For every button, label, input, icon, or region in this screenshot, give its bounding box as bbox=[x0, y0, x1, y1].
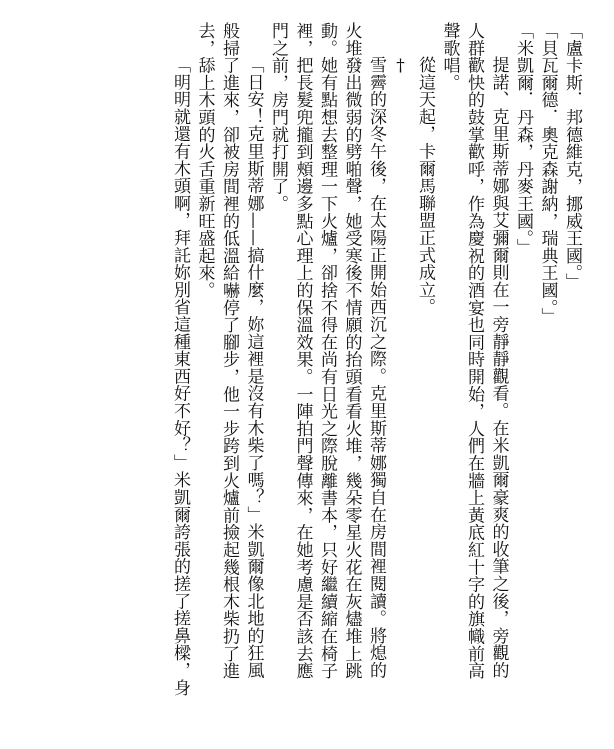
paragraph-line: 動。她有點想去整理一下火爐，卻捨不得在尚有日光之際脫離書本，只好繼續縮在椅子 bbox=[317, 22, 337, 680]
paragraph-line: 提諾、克里斯蒂娜與艾彌爾則在一旁靜靜觀看。在米凱爾豪爽的收筆之後，旁觀的 bbox=[488, 56, 509, 679]
paragraph-line: 火堆發出微弱的劈啪聲，她受寒後不情願的抬頭看看火堆，幾朵零星火花在灰燼堆上跳 bbox=[341, 22, 362, 680]
paragraph-line: 聲歌唱。 bbox=[439, 22, 460, 92]
section-dagger: † bbox=[390, 56, 411, 77]
paragraph-line: 般掃了進來，卻被房間裡的低溫給嚇停了腳步，他一步跨到火爐前撿起幾根木柴扔了進 bbox=[219, 22, 239, 680]
section-break-mark bbox=[388, 22, 413, 734]
declaration-denmark: 「米凱爾．丹森，丹麥王國。」 bbox=[513, 22, 533, 256]
paragraph-line: 去，舔上木頭的火舌重新旺盛起來。 bbox=[194, 22, 215, 299]
paragraph-line: 雪霽的深冬午後，在太陽正開始西沉之際。克里斯蒂娜獨自在房間裡閱讀。將熄的 bbox=[366, 56, 386, 679]
paragraph-line: 人群歡快的鼓掌歡呼，作為慶祝的酒宴也同時開始，人們在牆上黃底紅十字的旗幟前高 bbox=[464, 22, 484, 680]
vertical-text-body bbox=[168, 22, 585, 734]
paragraph-line: 「日安！克里斯蒂娜——搞什麼，妳這裡是沒有木柴了嗎？」米凱爾像北地的狂風 bbox=[243, 56, 264, 679]
paragraph-line: 門之前，房門就打開了。 bbox=[268, 22, 288, 213]
paragraph-line: 裡，把長髮兜攏到頰邊多點心理上的保溫效果。一陣拍門聲傳來，在她考慮是否該去應 bbox=[292, 22, 313, 680]
declaration-sweden: 「貝瓦爾德．奧克森謝納，瑞典王國。」 bbox=[537, 22, 558, 325]
paragraph-line: 從這天起，卡爾馬聯盟正式成立。 bbox=[415, 56, 435, 316]
paragraph-line: 「明明就還有木頭啊，拜託妳別省這種東西好不好？」米凱爾誇張的搓了搓鼻樑，身 bbox=[170, 56, 190, 697]
declaration-norway: 「盧卡斯．邦德維克，挪威王國。」 bbox=[562, 22, 582, 291]
